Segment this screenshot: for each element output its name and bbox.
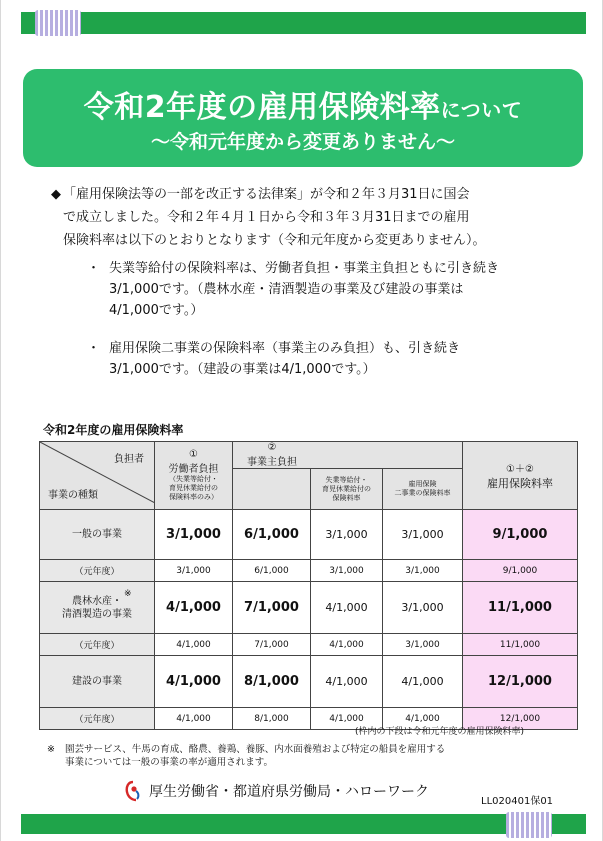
table-row (40, 510, 578, 560)
row-name: 一般の事業 (72, 529, 122, 540)
prev-total: 12/1,000 (463, 708, 578, 730)
prev-label: （元年度） (40, 634, 155, 656)
prev-employer: 7/1,000 (233, 634, 311, 656)
prev-label: （元年度） (40, 560, 155, 582)
intro-line: で成立しました。令和２年４月１日から令和３年３月31日までの雇用 (63, 210, 470, 225)
employer-rate: 7/1,000 (233, 582, 311, 634)
prev-employer: 8/1,000 (233, 708, 311, 730)
col-worker-label: 労働者負担 (168, 464, 219, 475)
worker-rate: 4/1,000 (155, 656, 233, 708)
sub-two-programs-header (383, 469, 463, 510)
corner-bottom-label: 事業の種類 (48, 490, 98, 501)
top-green-bar (21, 12, 586, 34)
bullet-line: 3/1,000です。（農林水産・清酒製造の事業及び建設の事業は (109, 282, 464, 297)
two-programs-rate: 4/1,000 (383, 656, 463, 708)
bullet-unemployment-rate (87, 258, 500, 321)
intro-line: 「雇用保険法等の一部を改正する法律案」が令和２年３月31日に国会 (63, 187, 470, 202)
prev-employer: 6/1,000 (233, 560, 311, 582)
corner-cell (40, 442, 155, 510)
col-worker-num: ① (189, 449, 198, 460)
row-label (40, 656, 155, 708)
col-total-num: ①＋② (506, 464, 534, 475)
document-code: LL020401保01 (481, 796, 554, 807)
sub-unemployment-line: 保険料率 (332, 493, 361, 502)
col-worker-header (155, 442, 233, 510)
prev-worker: 4/1,000 (155, 634, 233, 656)
prev-two-programs: 3/1,000 (383, 634, 463, 656)
table-row-previous (40, 560, 578, 582)
sub-unemployment-header (311, 469, 383, 510)
sub-employer-blank (233, 469, 311, 510)
page-title (23, 82, 583, 126)
row-label (40, 510, 155, 560)
row-name: 建設の事業 (72, 676, 122, 687)
bullet-icon: ・ (87, 341, 101, 356)
worker-rate: 4/1,000 (155, 582, 233, 634)
corner-top-label: 負担者 (114, 454, 144, 465)
col-employer-num: ② (267, 442, 277, 453)
footer-organization: 厚生労働省・都道府県労働局・ハローワーク (149, 784, 429, 800)
intro-line: 保険料率は以下のとおりとなります（令和元年度から変更ありません）。 (63, 233, 486, 248)
sub-unemployment-line: 育児休業給付の (322, 484, 371, 493)
prev-total: 11/1,000 (463, 634, 578, 656)
sub-two-programs-line: 雇用保険 (408, 480, 437, 488)
bullet-two-programs-rate (87, 338, 461, 380)
asterisk-mark: ※ (124, 589, 132, 599)
bullet-line: 3/1,000です。（建設の事業は4/1,000です。） (109, 362, 376, 377)
rate-table (39, 441, 578, 730)
title-suffix: について (440, 98, 523, 122)
stripe-decoration-top (35, 10, 81, 36)
prev-label: （元年度） (40, 708, 155, 730)
employer-rate: 8/1,000 (233, 656, 311, 708)
unemployment-rate: 3/1,000 (311, 510, 383, 560)
col-total-header (463, 442, 578, 510)
row-name: 農林水産・ (72, 595, 122, 607)
total-rate: 11/1,000 (463, 582, 578, 634)
col-worker-note: 育児休業給付の (169, 484, 218, 492)
sub-two-programs-line: 二事業の保険料率 (394, 489, 451, 497)
stripe-decoration-bottom (506, 812, 552, 838)
col-worker-note: （失業等給付・ (169, 475, 218, 483)
col-employer-header (233, 442, 463, 469)
employer-rate: 6/1,000 (233, 510, 311, 560)
bullet-line: 4/1,000です。） (109, 303, 204, 318)
total-rate: 9/1,000 (463, 510, 578, 560)
col-worker-note: 保険料率のみ） (169, 493, 218, 501)
frame-note: (枠内の下段は令和元年度の雇用保険料率) (355, 727, 525, 737)
bottom-green-bar (21, 814, 586, 834)
bullet-line: 失業等給付の保険料率は、労働者負担・事業主負担ともに引き続き (109, 261, 500, 276)
intro-paragraph (51, 183, 486, 252)
unemployment-rate: 4/1,000 (311, 656, 383, 708)
prev-unemployment: 3/1,000 (311, 560, 383, 582)
table-row-previous (40, 634, 578, 656)
page-subtitle: ～令和元年度から変更ありません～ (150, 131, 455, 153)
col-total-label: 雇用保険料率 (487, 477, 553, 490)
row-name: 清酒製造の事業 (62, 608, 132, 620)
table-row (40, 656, 578, 708)
bullet-line: 雇用保険二事業の保険料率（事業主のみ負担）も、引き続き (109, 341, 461, 356)
footnote-asterisk: ※ (47, 744, 55, 755)
footnote-line: 事業については一般の事業の率が適用されます。 (65, 757, 274, 768)
col-employer-label: 事業主負担 (247, 457, 297, 468)
table-title: 令和2年度の雇用保険料率 (43, 423, 184, 437)
diamond-icon: ◆ (51, 187, 61, 202)
two-programs-rate: 3/1,000 (383, 582, 463, 634)
title-main: 令和2年度の雇用保険料率 (83, 90, 441, 125)
prev-two-programs: 3/1,000 (383, 560, 463, 582)
table-header-row (40, 442, 578, 469)
table-row (40, 582, 578, 634)
prev-two-programs: 4/1,000 (383, 708, 463, 730)
worker-rate: 3/1,000 (155, 510, 233, 560)
prev-worker: 4/1,000 (155, 708, 233, 730)
title-banner (23, 69, 583, 167)
prev-unemployment: 4/1,000 (311, 708, 383, 730)
total-rate: 12/1,000 (463, 656, 578, 708)
footnote (47, 743, 446, 769)
two-programs-rate: 3/1,000 (383, 510, 463, 560)
prev-unemployment: 4/1,000 (311, 634, 383, 656)
ministry-logo-icon (125, 780, 141, 802)
unemployment-rate: 4/1,000 (311, 582, 383, 634)
footnote-line: 園芸サービス、牛馬の育成、酪農、養鶏、養豚、内水面養殖および特定の船員を雇用する (65, 744, 446, 755)
prev-worker: 3/1,000 (155, 560, 233, 582)
sub-unemployment-line: 失業等給付・ (325, 475, 368, 484)
bullet-icon: ・ (87, 261, 101, 276)
row-label (40, 582, 155, 634)
prev-total: 9/1,000 (463, 560, 578, 582)
